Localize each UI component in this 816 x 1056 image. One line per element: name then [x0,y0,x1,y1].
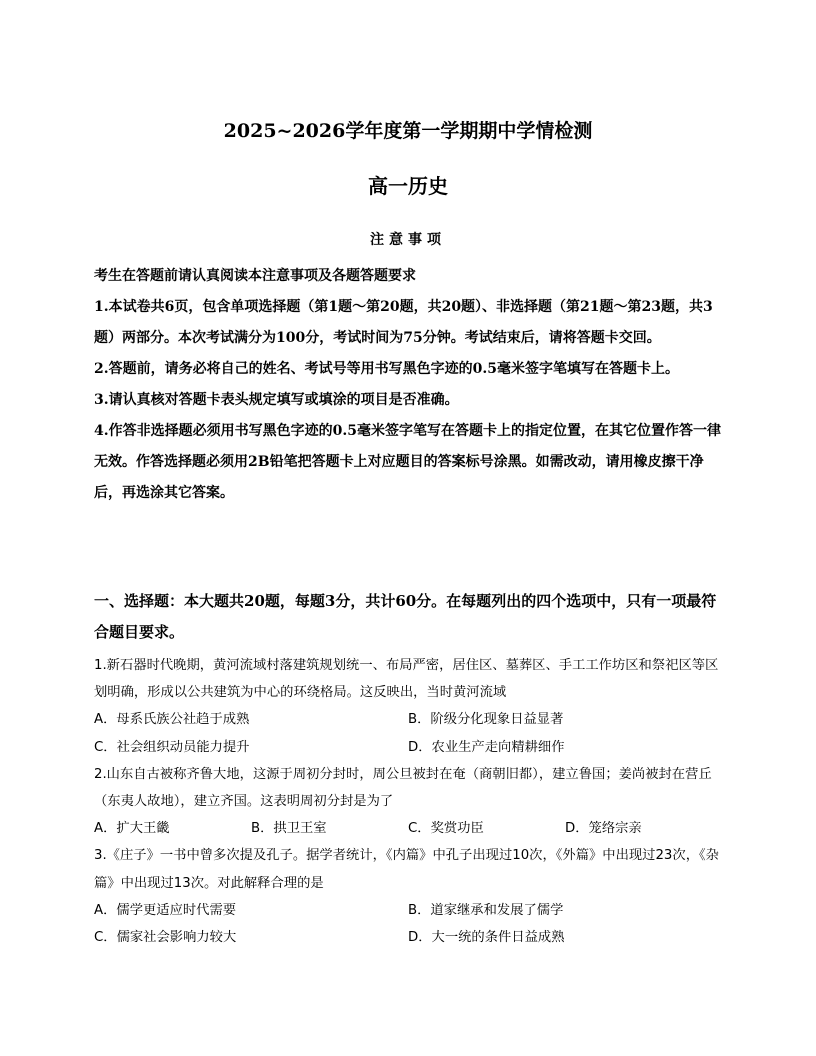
question-stem: 3.《庄子》一书中曾多次提及孔子。据学者统计，《内篇》中孔子出现过10次，《外篇》中出现过23次，《杂篇》中出现过13次。对此解释合理的是 [94,848,719,891]
question-stem: 2.山东自古被称齐鲁大地，这源于周初分封时，周公旦被封在奄（商朝旧都），建立鲁国；姜尚被封在营丘（东夷人故地），建立齐国。这表明周初分封是为了 [94,766,712,810]
option-d: D．农业生产走向精耕细作 [408,739,565,755]
notice-item-3: 3.请认真核对答题卡表头规定填写或填涂的项目是否准确。 [94,392,459,408]
option-group [94,897,726,951]
notice-item-4: 4.作答非选择题必须用书写黑色字迹的0.5毫米签字笔写在答题卡上的指定位置，在其它位置作答一律无效。作答选择题必须用2B铅笔把答题卡上对应题目的答案标号涂黑。如需改动，请用橡皮擦干净后，再选涂其它答案。 [94,423,721,501]
option-a: A．母系氏族公社趋于成熟 [94,712,250,728]
question-list [94,652,726,951]
exam-title: 2025~2026学年度第一学期期中学情检测 [223,120,593,142]
notice-title: 注意事项 [370,232,446,248]
option-c: C．儒家社会影响力较大 [94,930,237,946]
question-2 [94,761,726,843]
section-heading: 一、选择题：本大题共20题，每题3分，共计60分。在每题列出的四个选项中，只有一项最符合题目要求。 [94,592,717,641]
notice-list [94,261,726,509]
question-1 [94,652,726,761]
option-a: A．儒学更适应时代需要 [94,902,237,918]
question-stem: 1.新石器时代晚期，黄河流域村落建筑规划统一、布局严密，居住区、墓葬区、手工工作坊区和祭祀区等区划明确，形成以公共建筑为中心的环绕格局。这反映出，当时黄河流域 [94,658,719,701]
notice-item-2: 2.答题前，请务必将自己的姓名、考试号等用书写黑色字迹的0.5毫米签字笔填写在答题卡上。 [94,361,679,377]
option-d: D．笼络宗亲 [565,821,642,837]
notice-item-1: 1.本试卷共6页，包含单项选择题（第1题～第20题，共20题）、非选择题（第21题～第23题，共3题）两部分。本次考试满分为100分，考试时间为75分钟。考试结束后，请将答题卡交回。 [94,299,713,346]
option-group [94,815,726,842]
option-d: D．大一统的条件日益成熟 [408,930,565,946]
subject-title: 高一历史 [368,174,448,198]
question-3 [94,842,726,951]
option-a: A．扩大王畿 [94,821,170,837]
option-b: B．拱卫王室 [251,821,327,837]
option-c: C．奖赏功臣 [408,821,484,837]
option-b: B．道家继承和发展了儒学 [408,902,564,918]
option-group [94,706,726,760]
notice-intro: 考生在答题前请认真阅读本注意事项及各题答题要求 [94,268,416,284]
option-b: B．阶级分化现象日益显著 [408,712,564,728]
option-c: C．社会组织动员能力提升 [94,739,250,755]
